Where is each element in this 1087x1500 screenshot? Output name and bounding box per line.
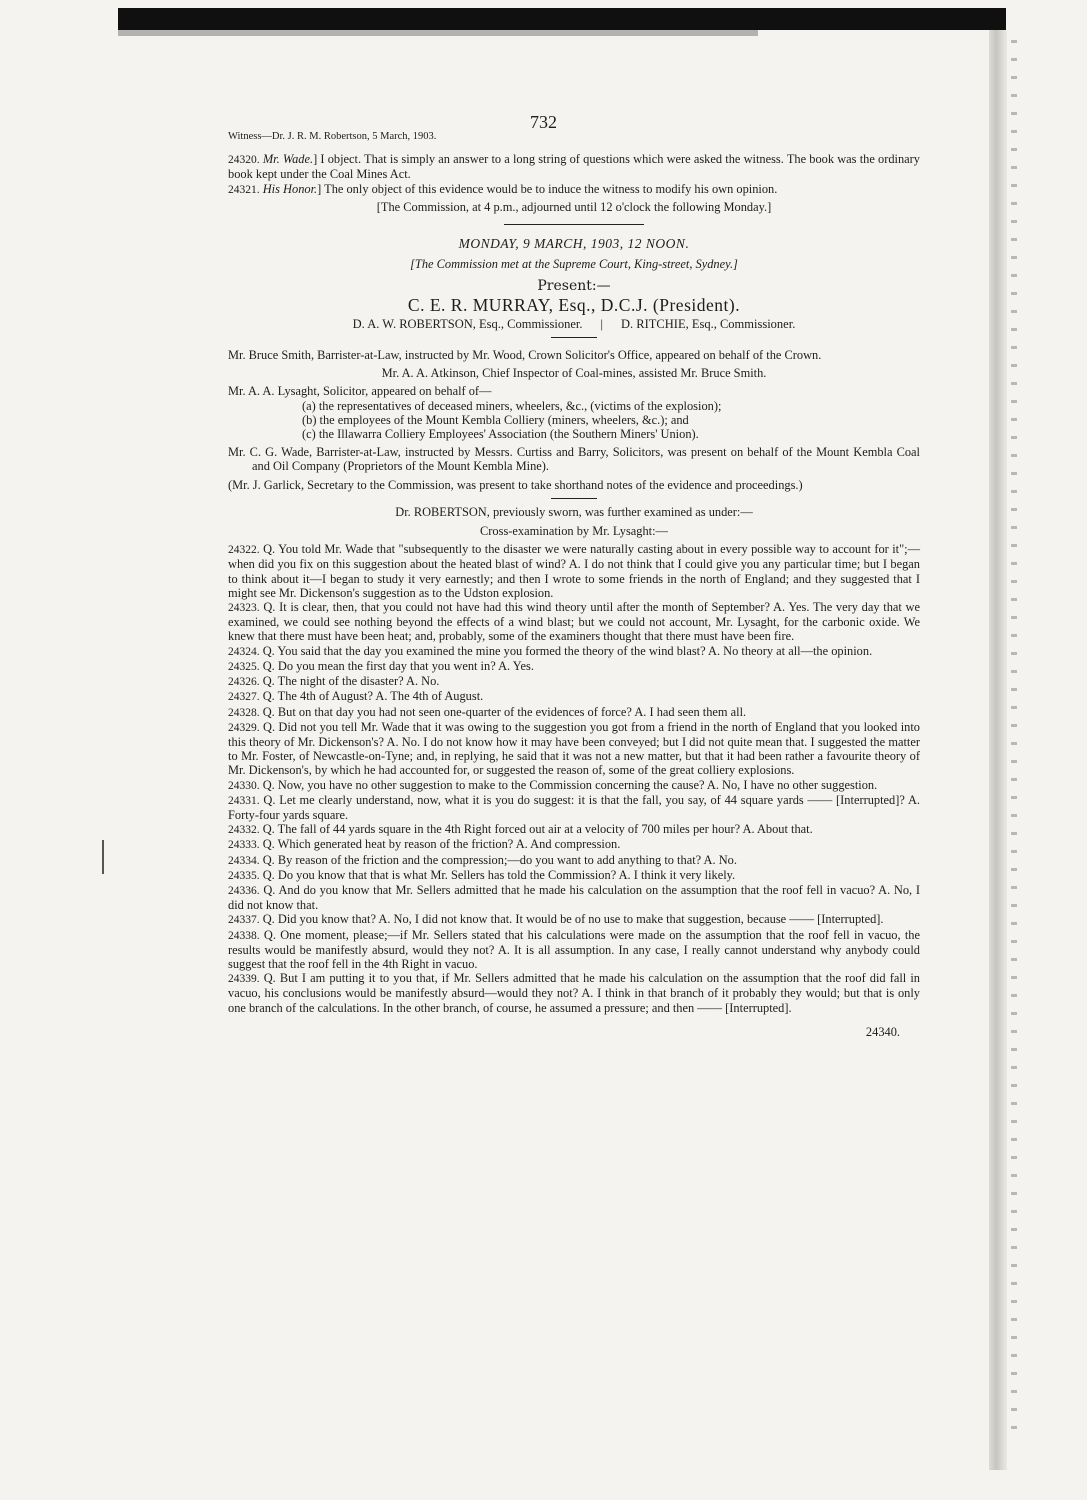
section-rule [551,337,597,338]
appearance-crown: Mr. Bruce Smith, Barrister-at-Law, instructed by Mr. Wood, Crown Solicitor's Office, appeared on behalf of the Crown. [228,348,822,363]
examination-heading: Dr. ROBERTSON, previously sworn, was further examined as under:— [395,504,753,519]
lysaght-parties-list [228,399,920,442]
question-text: Q. The night of the disaster? A. No. [262,674,440,689]
testimony-entry [228,793,920,822]
question-number: 24324. [228,645,260,658]
commissioners-row [228,317,920,331]
list-item: (c) the Illawarra Colliery Employees' Association (the Southern Miners' Union). [302,427,699,442]
witness-line: Witness—Dr. J. R. M. Robertson, 5 March, 1903. [228,131,437,142]
question-number: 24328. [228,706,260,719]
testimony-entry [228,971,920,1015]
appearance-wade: Mr. C. G. Wade, Barrister-at-Law, instructed by Messrs. Curtiss and Barry, Solicitors, was present on behalf of the Mount Kembla Coal and Oil Company (Proprietors of the Mount Kembla Mine). [228,445,920,474]
question-text: Q. Did not you tell Mr. Wade that it was owing to the suggestion you got from a friend in the north of England that you looked into this theory of Mr. Dickenson's? A. No. I do not know how it may have been conveyed; but I did not quite mean that. I suggested the matter to Mr. Foster, of Newcastle-on-Tyne; and, in replying, he said that it was not a new matter, but that it had been rather a favourite theory of Mr. Dickenson's, by which he had accounted for, or suggested the reason of, some of the great colliery explosions. [228,719,920,778]
question-text: Q. And do you know that Mr. Sellers admitted that he made his calculation on the assumption that the roof fell in vacuo? A. No, I did not know that. [228,882,920,913]
question-number: 24333. [228,839,260,852]
question-number: 24335. [228,869,260,882]
question-number: 24325. [228,660,260,673]
appearance-garlick: (Mr. J. Garlick, Secretary to the Commission, was present to take shorthand notes of the evidence and proceedings.) [228,477,803,492]
question-number: 24336. [228,884,260,897]
margin-mark [102,840,104,874]
testimony-entry [228,720,920,778]
cross-examination-heading: Cross-examination by Mr. Lysaght:— [480,524,668,539]
appearance-atkinson: Mr. A. A. Atkinson, Chief Inspector of Coal-mines, assisted Mr. Bruce Smith. [381,366,767,381]
question-number: 24329. [228,721,260,734]
question-text: Q. One moment, please;—if Mr. Sellers stated that his calculations were made on the assumption that the roof fell in vacuo, the results would be manifestly absurd, would they not? A. It is all assumption. In any case, I really cannot understand why anybody could suggest that the roof fell in the 4th Right in vacuo. [228,927,920,971]
question-text: Q. Do you know that that is what Mr. Sellers has told the Commission? A. I think it very likely. [262,867,736,882]
question-number: 24338. [228,929,260,942]
list-item: (b) the employees of the Mount Kembla Colliery (miners, wheelers, &c.); and [302,412,689,427]
testimony-entry [228,705,920,720]
commissioner-robertson: D. A. W. ROBERTSON, Esq., Commissioner. [352,316,583,331]
question-number: 24339. [228,973,260,986]
president-name: C. E. R. MURRAY, Esq., D.C.J. (President). [407,294,741,315]
question-number: 24326. [228,676,260,689]
section-rule [504,224,644,225]
question-text: Q. But on that day you had not seen one-quarter of the evidences of force? A. I had seen them all. [262,704,747,719]
testimony-entry [228,883,920,912]
testimony-entry [228,778,920,793]
scan-top-border [118,8,1006,30]
testimony-entry [228,644,920,659]
document-body [228,130,920,1039]
question-number: 24332. [228,824,260,837]
question-answer-list [228,542,920,1015]
question-number: 24323. [228,602,260,615]
testimony-entry [228,837,920,852]
appearance-lysaght: Mr. A. A. Lysaght, Solicitor, appeared on behalf of— [228,384,492,399]
opening-entry: 24320. Mr. Wade.] I object. That is simply an answer to a long string of questions which were asked the witness. The book was the ordinary book kept under the Coal Mines Act. [228,152,920,182]
opening-entry: 24321. His Honor.] The only object of this evidence would be to induce the witness to modify his own opinion. [228,181,778,196]
question-number: 24330. [228,779,260,792]
testimony-entry [228,674,920,689]
scan-binding-edge [1011,40,1017,1440]
question-text: Q. You told Mr. Wade that "subsequently to the disaster we were naturally casting about in every possible way to account for it";—when did you fix on this suggestion about the heated blast of wind? A. I do not think that I could give you any particular time; but I began to think about it—I began to study it very earnestly; and then I wrote to some friends in the north of England; and they suggested that I might see Mr. Dickenson's suggestion as to the Udston explosion. [228,542,920,600]
question-text: Q. But I am putting it to you that, if Mr. Sellers admitted that he made his calculation on the assumption that the roof did fall in vacuo, his conclusions would be manifestly absurd—would they not? A. I think in that branch of it probably they would; but that is only one branch of the calculations. In the other branch, of course, he assumed a pressure; and then —— [Interrupted]. [228,971,920,1015]
question-text: Q. Now, you have no other suggestion to make to the Commission concerning the cause? A. No, I have no other suggestion. [262,777,878,792]
present-heading: Present:— [537,278,611,295]
question-text: Q. By reason of the friction and the compression;—do you want to add anything to that? A. No. [262,852,737,867]
question-text: Q. Do you mean the first day that you went in? A. Yes. [262,658,534,673]
testimony-entry [228,822,920,837]
adjournment-note: [The Commission, at 4 p.m., adjourned until 12 o'clock the following Monday.] [376,199,772,214]
question-number: 24337. [228,914,260,927]
question-text: Q. It is clear, then, that you could not have had this wind theory until after the month of September? A. Yes. The very day that we examined, we could see nothing beyond the effects of a wind blast; but we could not account, Mr. Lysaght, for the carbonic oxide. We knew that there must have been heat; and, probably, some of the examiners thought that there must have been fire. [228,600,920,644]
session-venue: [The Commission met at the Supreme Court, King-street, Sydney.] [410,257,738,272]
commissioner-divider: | [600,316,604,331]
testimony-entry [228,542,920,600]
scan-right-edge-shadow [989,30,1007,1470]
session-date: MONDAY, 9 MARCH, 1903, 12 NOON. [458,236,690,252]
catchword: 24340. [865,1024,900,1039]
testimony-entry [228,868,920,883]
question-text: Q. Did you know that? A. No, I did not know that. It would be of no use to make that suggestion, because —— [Interrupted]. [262,912,884,927]
question-text: Q. Which generated heat by reason of the friction? A. And compression. [262,837,621,852]
question-text: Q. Let me clearly understand, now, what it is you do suggest: it is that the fall, you say, of 44 square yards —— [Interrupted]? A. Forty-four yards square. [228,792,920,822]
testimony-entry [228,928,920,972]
testimony-entry [228,659,920,674]
question-number: 24327. [228,691,260,704]
question-number: 24334. [228,854,260,867]
commissioner-ritchie: D. RITCHIE, Esq., Commissioner. [621,316,796,331]
testimony-entry [228,689,920,704]
question-text: Q. The fall of 44 yards square in the 4th Right forced out air at a velocity of 700 miles per hour? A. About that. [262,822,813,837]
testimony-entry [228,853,920,868]
section-rule [551,498,597,499]
question-text: Q. You said that the day you examined the mine you formed the theory of the wind blast? A. No theory at all—the opinion. [262,643,873,658]
question-number: 24322. [228,544,260,557]
question-number: 24331. [228,794,260,807]
list-item: (a) the representatives of deceased miners, wheelers, &c., (victims of the explosion); [302,398,722,413]
testimony-entry [228,600,920,644]
question-text: Q. The 4th of August? A. The 4th of August. [262,689,484,704]
testimony-entry [228,912,920,927]
page-number: 732 [530,112,557,132]
